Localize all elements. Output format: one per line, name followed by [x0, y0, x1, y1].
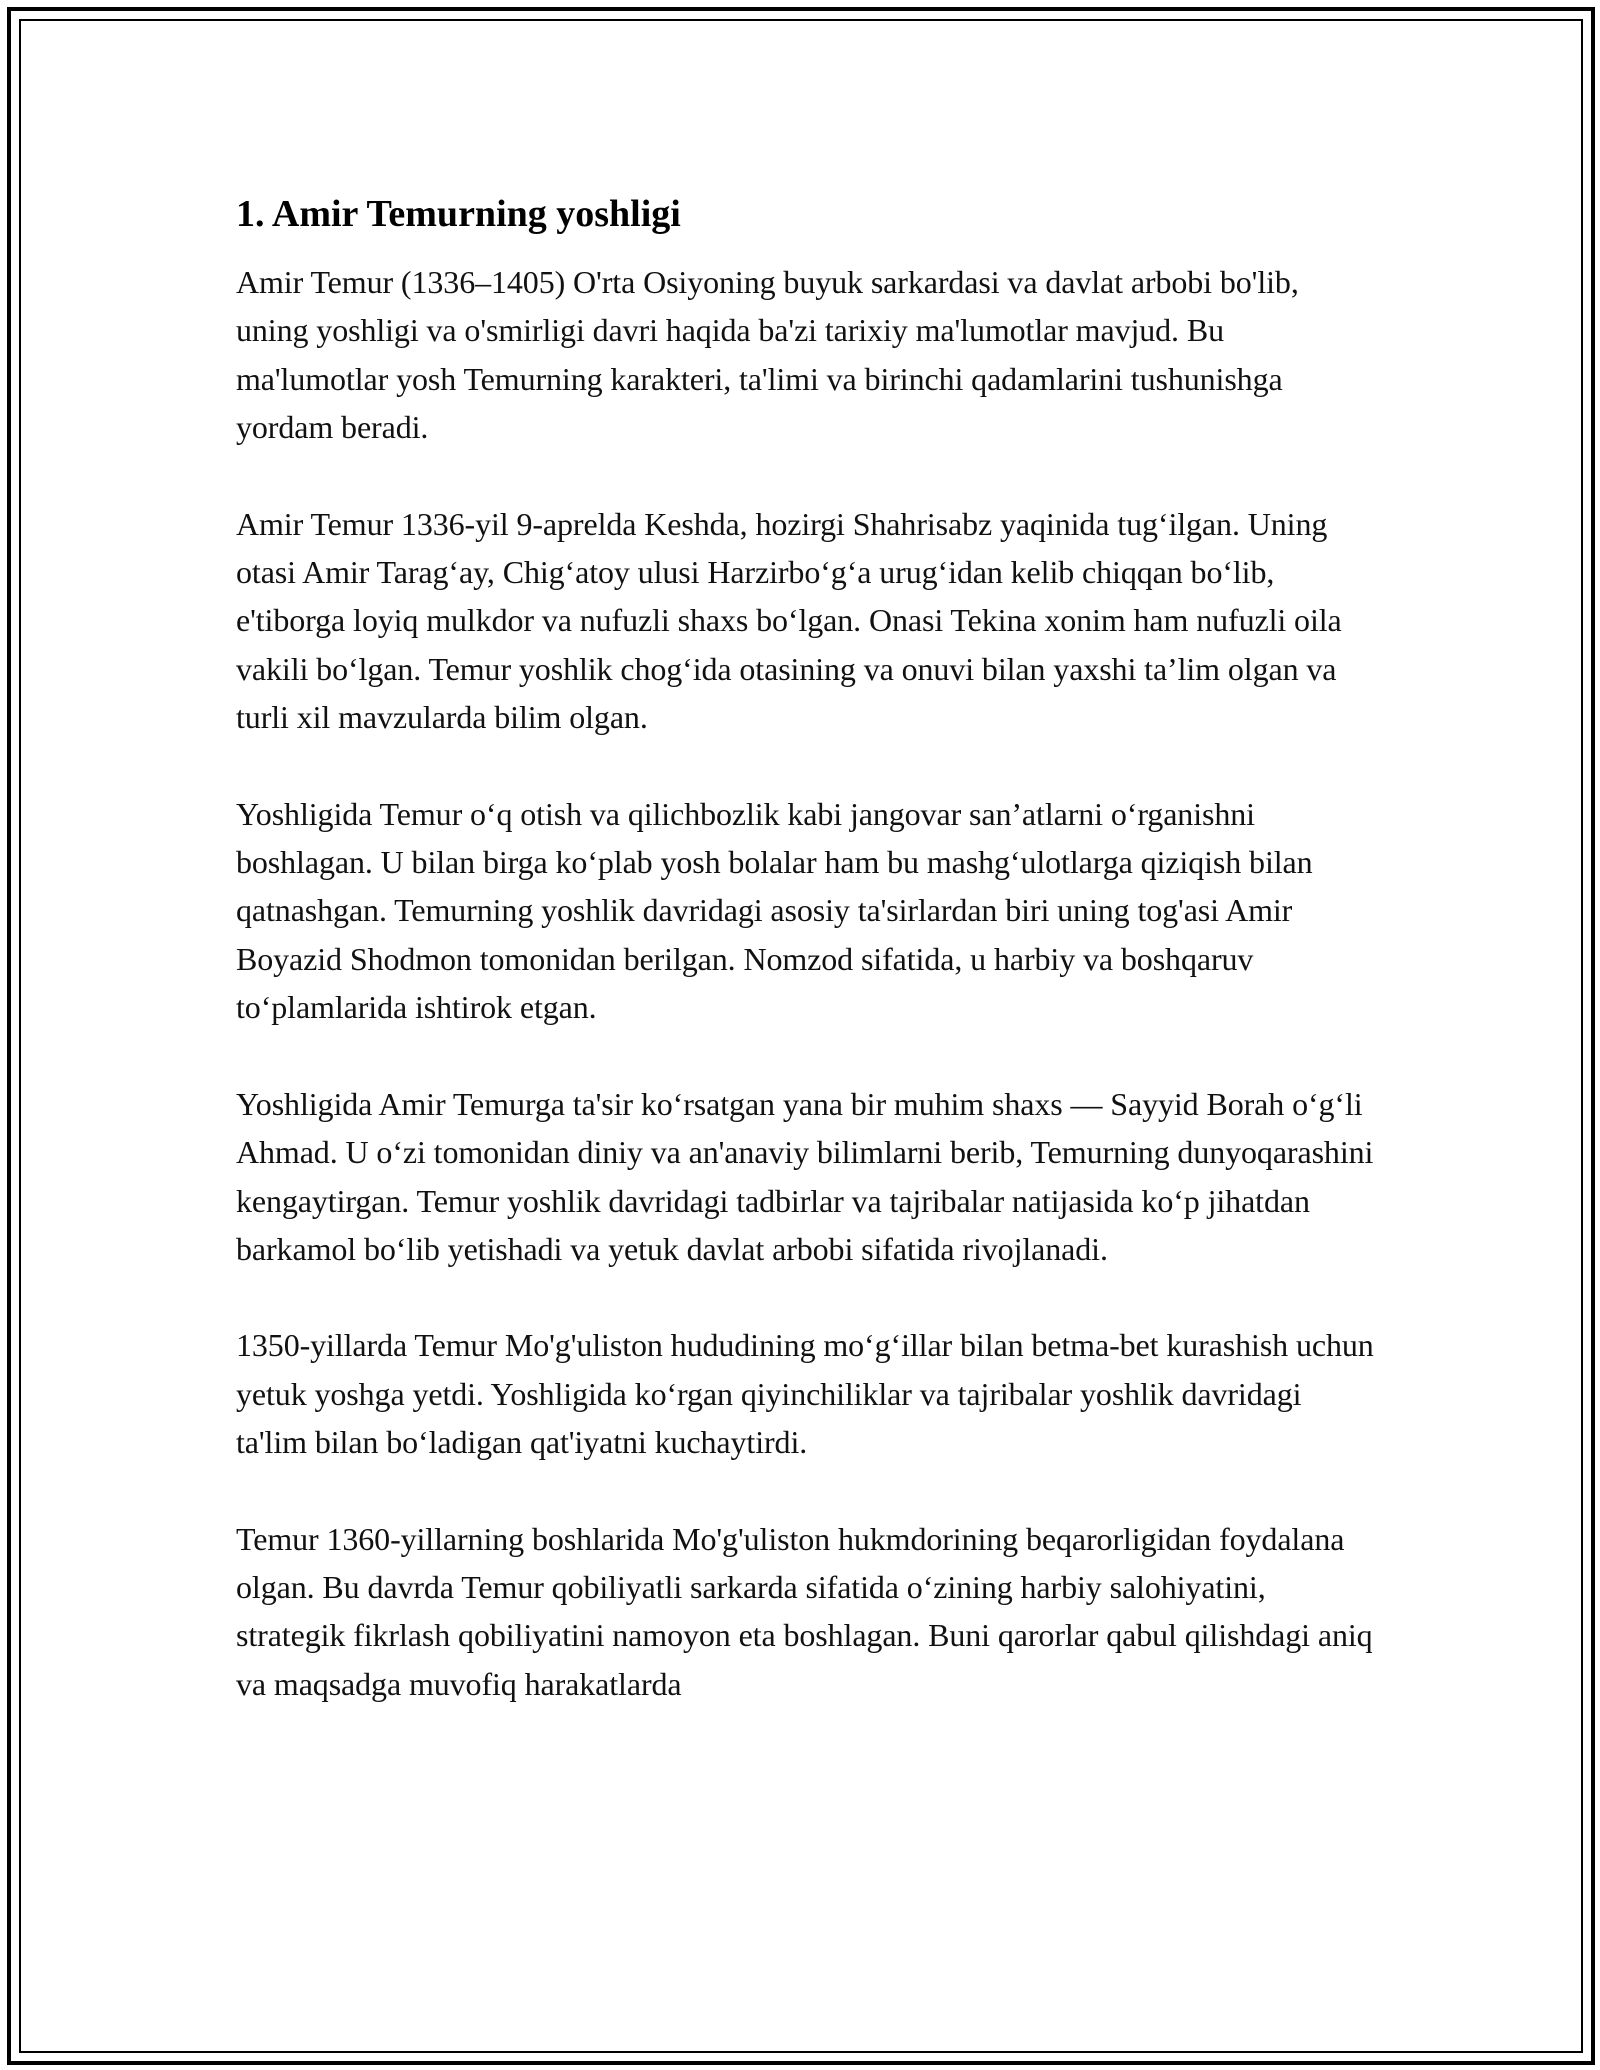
paragraph-1360s: Temur 1360-yillarning boshlarida Mo'g'uliston hukmdorining beqarorligidan foydalana olgan. Bu davrda Temur qobiliyatli sarkarda sifatida oʻzining harbiy salohiyatini, strategik fikrlash qobiliyatini namoyon eta boshlagan. Buni qarorlar qabul qilishdagi aniq va maqsadga muvofiq harakatlarda	[236, 1520, 1373, 1702]
paragraph-mentor: Yoshligida Amir Temurga ta'sir koʻrsatgan yana bir muhim shaxs — Sayyid Borah oʻgʻli Ahmad. U oʻzi tomonidan diniy va an'anaviy bilimlarni berib, Temurning dunyoqarashini kengaytirgan. Temur yoshlik davridagi tadbirlar va tajribalar natijasida koʻp jihatdan barkamol boʻlib yetishadi va yetuk davlat arbobi sifatida rivojlanadi.	[236, 1085, 1374, 1267]
paragraph-1350s: 1350-yillarda Temur Mo'g'uliston hududining moʻgʻillar bilan betma-bet kurashish uchun yetuk yoshga yetdi. Yoshligida koʻrgan qiyinchiliklar va tajribalar yoshlik davridagi ta'lim bilan boʻladigan qat'iyatni kuchaytirdi.	[236, 1327, 1374, 1461]
paragraph-intro: Amir Temur (1336–1405) O'rta Osiyoning buyuk sarkardasi va davlat arbobi bo'lib, uning yoshligi va o'smirligi davri haqida ba'zi tarixiy ma'lumotlar mavjud. Bu ma'lumotlar yosh Temurning karakteri, ta'limi va birinchi qadamlarini tushunishga yordam beradi.	[236, 264, 1299, 446]
document-body	[236, 188, 1376, 1708]
section-heading: 1. Amir Temurning yoshligi	[236, 193, 681, 235]
paragraph-birth: Amir Temur 1336-yil 9-aprelda Keshda, hozirgi Shahrisabz yaqinida tugʻilgan. Uning otasi Amir Taragʻay, Chigʻatoy ulusi Harzirboʻgʻa urugʻidan kelib chiqqan boʻlib, e'tiborga loyiq mulkdor va nufuzli shaxs boʻlgan. Onasi Tekina xonim ham nufuzli oila vakili boʻlgan. Temur yoshlik chogʻida otasining va onuvi bilan yaxshi ta’lim olgan va turli xil mavzularda bilim olgan.	[236, 505, 1342, 736]
paragraph-martial-training: Yoshligida Temur oʻq otish va qilichbozlik kabi jangovar san’atlarni oʻrganishni boshlagan. U bilan birga koʻplab yosh bolalar ham bu mashgʻulotlarga qiziqish bilan qatnashgan. Temurning yoshlik davridagi asosiy ta'sirlardan biri uning tog'asi Amir Boyazid Shodmon tomonidan berilgan. Nomzod sifatida, u harbiy va boshqaruv toʻplamlarida ishtirok etgan.	[236, 795, 1313, 1026]
